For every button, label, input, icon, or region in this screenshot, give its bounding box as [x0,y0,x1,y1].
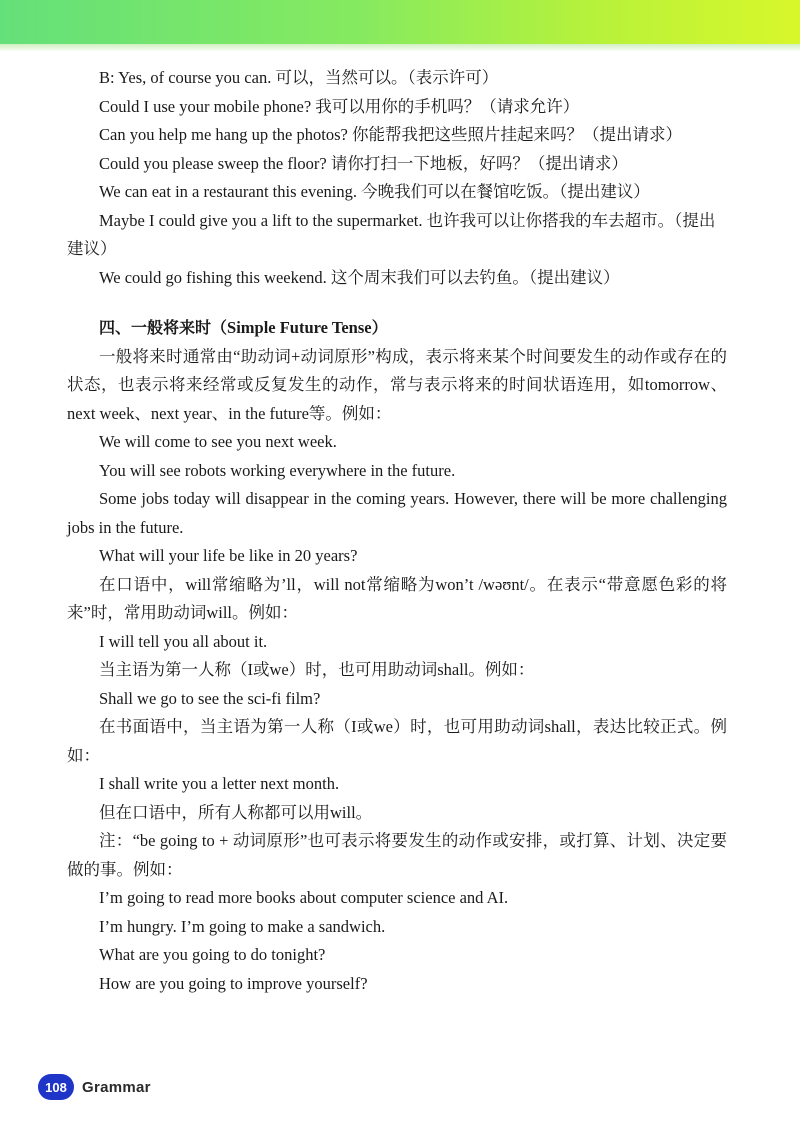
text-line: Could I use your mobile phone? 我可以用你的手机吗？（请求允许） [99,96,580,116]
text-line: We could go fishing this weekend. 这个周末我们可以去钓鱼。（提出建议） [99,267,620,287]
example-line: Some jobs today will disappear in the coming years. However, there will be more challenging jobs in the future. [67,489,727,537]
example-line: I will tell you all about it. [99,631,268,651]
text-line: Can you help me hang up the photos? 你能帮我把这些照片挂起来吗？（提出请求） [99,125,682,144]
example-line: What will your life be like in 20 years? [99,546,358,565]
note-paragraph: 当主语为第一人称（I或we）时，也可用助动词shall。例如： [99,660,535,679]
note-paragraph: 在口语中，will常缩略为’ll，will not常缩略为won’t /wəʊnt/。在表示“带意愿色彩的将来”时，常用助动词will。例如： [67,574,727,622]
heading-cn: 四、一般将来时（ [99,318,228,337]
text-line: We can eat in a restaurant this evening. 今晚我们可以在餐馆吃饭。（提出建议） [99,182,650,201]
page-content [67,64,727,998]
note-paragraph: 但在口语中，所有人称都可以用will。 [99,802,373,822]
example-line: What are you going to do tonight? [99,945,326,964]
heading-en: Simple Future Tense [227,318,372,337]
example-line: You will see robots working everywhere in the future. [99,460,456,480]
page-number-badge: 108 [38,1074,74,1100]
section-heading [67,314,727,343]
page-footer [38,1074,151,1100]
example-line: How are you going to improve yourself? [99,973,368,993]
heading-end: ） [371,318,388,337]
example-line: I’m going to read more books about computer science and AI. [99,888,509,907]
example-line: We will come to see you next week. [99,432,337,451]
example-line: I’m hungry. I’m going to make a sandwich. [99,916,386,936]
note-paragraph: 注：“be going to + 动词原形”也可表示将要发生的动作或安排，或打算、计划、决定要做的事。例如： [67,831,727,879]
text-line: Could you please sweep the floor? 请你打扫一下地板，好吗？（提出请求） [99,153,628,173]
footer-section-label: Grammar [82,1078,151,1096]
header-band [0,0,800,44]
note-paragraph: 在书面语中，当主语为第一人称（I或we）时，也可用助动词shall，表达比较正式。例如： [67,717,727,765]
text-line: B: Yes, of course you can. 可以，当然可以。（表示许可） [99,68,499,87]
example-line: I shall write you a letter next month. [99,774,340,793]
section-gap [67,292,727,314]
example-line: Shall we go to see the sci-fi film? [99,688,321,708]
intro-paragraph: 一般将来时通常由“助动词+动词原形”构成，表示将来某个时间要发生的动作或存在的状态，也表示将来经常或反复发生的动作，常与表示将来的时间状语连用，如tomorrow、next week、next year、in the future等。例如： [67,346,727,423]
text-line: Maybe I could give you a lift to the supermarket. 也许我可以让你搭我的车去超市。（提出建议） [67,210,716,258]
